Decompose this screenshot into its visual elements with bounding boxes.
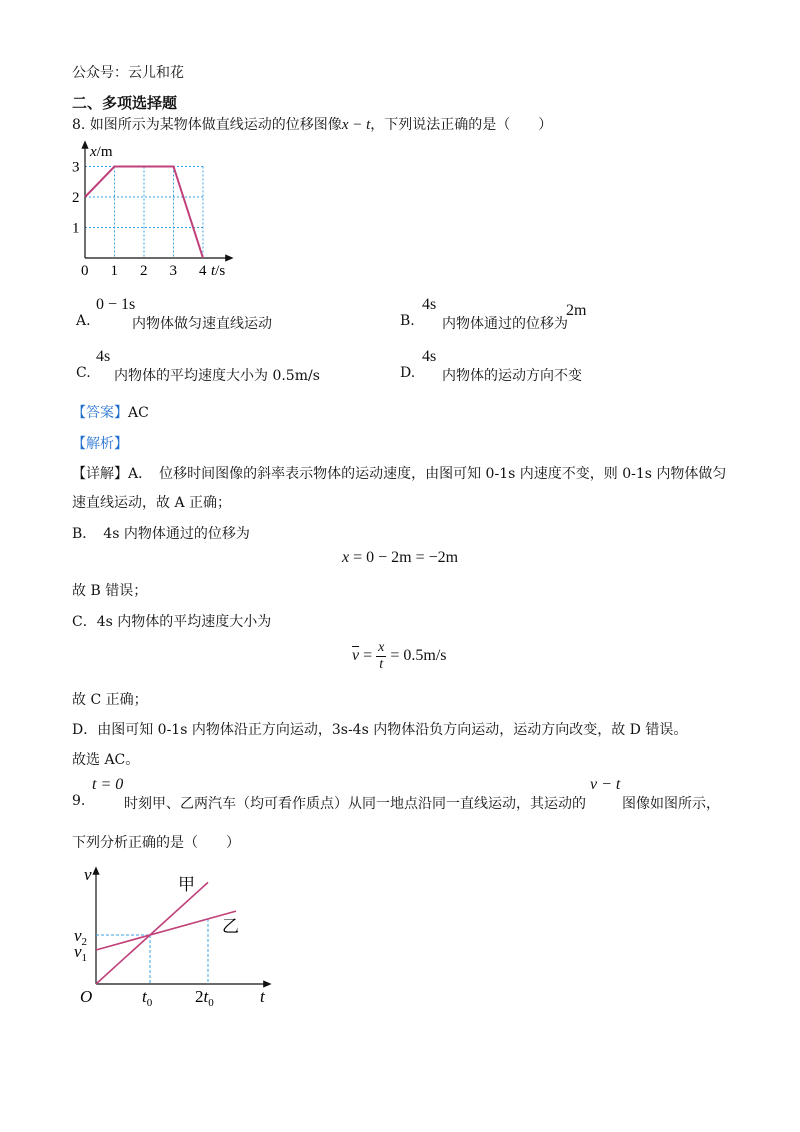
q8-x-tick-label: 2 xyxy=(140,263,148,279)
q8-xt-chart xyxy=(70,138,240,280)
q8-detail-d: D．由图可知 0-1s 内物体沿正方向运动，3s-4s 内物体沿负方向运动，运动方向改变，故 D 错误。 xyxy=(72,722,688,738)
q9-y-tick-v2: $v_2$ xyxy=(74,926,88,948)
q9-stem-line2: 下列分析正确的是（ ） xyxy=(72,835,240,851)
q9-x-tick-2t0: $2t_0$ xyxy=(195,987,214,1009)
q8-equation-c: $\overline{v}$ = $\frac{x}{t}$ = 0.5m/s xyxy=(352,640,447,672)
q8-y-tick-label: 3 xyxy=(72,159,80,176)
q8-x-tick-label: 0 xyxy=(81,263,89,279)
q9-x-tick-t0: $t_0$ xyxy=(142,987,153,1009)
q8-detail-a-line2: 速直线运动，故 A 正确； xyxy=(72,495,232,511)
q9-y-axis-label: v xyxy=(84,865,92,884)
q8-detail-b-end: 故 B 错误； xyxy=(72,583,148,599)
section-title: 二、多项选择题 xyxy=(72,94,178,112)
q8-y-tick-label: 2 xyxy=(72,190,80,206)
q8-y-tick-label: 1 xyxy=(72,220,80,237)
q9-series-yi-line xyxy=(96,911,236,950)
q8-detail-a-line1: 【详解】A． 位移时间图像的斜率表示物体的运动速度，由图可知 0-1s 内速度不变，则 0-1s 内物体做匀 xyxy=(72,466,727,482)
q8-conclusion: 故选 AC。 xyxy=(72,752,140,768)
q9-origin-label: O xyxy=(80,987,93,1006)
q8-stem: 8. 如图所示为某物体做直线运动的位移图像x − t，下列说法正确的是（ ） xyxy=(72,117,553,133)
q8-detail-c-end: 故 C 正确； xyxy=(72,692,148,708)
q9-x-axis-label: t xyxy=(260,987,265,1006)
q9-series-yi-label: 乙 xyxy=(222,917,239,936)
source-header: 公众号：云儿和花 xyxy=(72,65,184,81)
q8-y-axis-label: x/m xyxy=(90,144,113,160)
q9-vt-chart xyxy=(72,862,282,1012)
q8-x-tick-label: 4 xyxy=(199,263,207,279)
q8-x-tick-label: 1 xyxy=(110,263,118,279)
q9-y-tick-v1: $v_1$ xyxy=(74,942,88,964)
q8-answer: 【答案】AC xyxy=(72,405,149,421)
q8-x-axis-label: t/s xyxy=(211,263,226,279)
q8-equation-b: x = 0 − 2m = −2m xyxy=(342,549,459,566)
q8-detail-c: C．4s 内物体的平均速度大小为 xyxy=(72,614,272,630)
q8-detail-b: B． 4s 内物体通过的位移为 xyxy=(72,526,250,542)
q8-analysis-label: 【解析】 xyxy=(72,436,128,452)
q9-series-jia-label: 甲 xyxy=(178,875,195,894)
q9-series-jia-line xyxy=(96,882,208,984)
q8-x-tick-label: 3 xyxy=(169,263,177,279)
q9-stem: 9. t = 0 时刻甲、乙两汽车（均可看作质点）从同一地点沿同一直线运动，其运动的 v − t 图像如图所示， xyxy=(72,776,720,812)
